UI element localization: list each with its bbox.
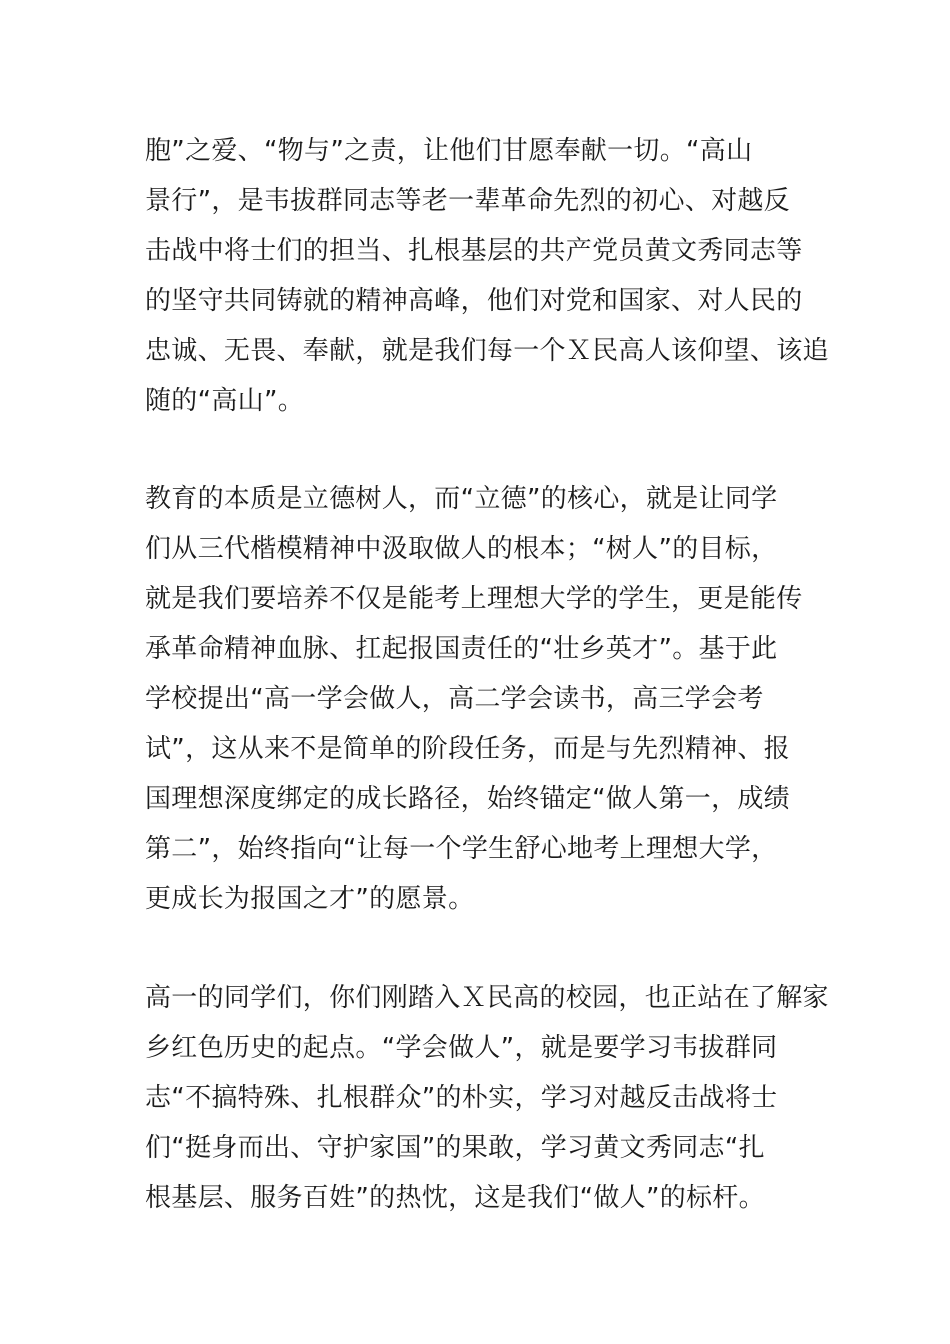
text-line: 们“挺身而出、守护家国”的果敢，学习黄文秀同志“扎 (145, 1133, 765, 1163)
text-line: 志“不搞特殊、扎根群众”的朴实，学习对越反击战将士 (145, 1083, 778, 1113)
text-line: 教育的本质是立德树人，而“立德”的核心，就是让同学 (145, 484, 778, 514)
text-line: 更成长为报国之才”的愿景。 (145, 884, 475, 914)
text-line: 学校提出“高一学会做人，高二学会读书，高三学会考 (145, 684, 764, 714)
text-line: 的坚守共同铸就的精神高峰，他们对党和国家、对人民的 (145, 286, 803, 316)
text-line: 景行”，是韦拔群同志等老一辈革命先烈的初心、对越反 (145, 186, 790, 216)
text-line: 试”，这从来不是简单的阶段任务，而是与先烈精神、报 (145, 734, 790, 764)
text-line: 第二”，始终指向“让每一个学生舒心地考上理想大学， (145, 834, 778, 864)
text-line: 高一的同学们，你们刚踏入Ｘ民高的校园，也正站在了解家 (145, 983, 829, 1013)
text-line: 随的“高山”。 (145, 386, 305, 416)
text-line: 承革命精神血脉、扛起报国责任的“壮乡英才”。基于此 (145, 634, 778, 664)
text-line: 胞”之爱、“物与”之责，让他们甘愿奉献一切。“高山 (145, 136, 753, 166)
text-line: 乡红色历史的起点。“学会做人”，就是要学习韦拔群同 (145, 1033, 778, 1063)
text-line: 们从三代楷模精神中汲取做人的根本；“树人”的目标， (145, 534, 778, 564)
text-line: 忠诚、无畏、奉献，就是我们每一个Ｘ民高人该仰望、该追 (145, 336, 829, 366)
text-line: 国理想深度绑定的成长路径，始终锚定“做人第一，成绩 (145, 784, 790, 814)
text-line: 根基层、服务百姓”的热忱，这是我们“做人”的标杆。 (145, 1183, 765, 1213)
text-line: 击战中将士们的担当、扎根基层的共产党员黄文秀同志等 (145, 236, 803, 266)
text-line: 就是我们要培养不仅是能考上理想大学的学生，更是能传 (145, 584, 803, 614)
